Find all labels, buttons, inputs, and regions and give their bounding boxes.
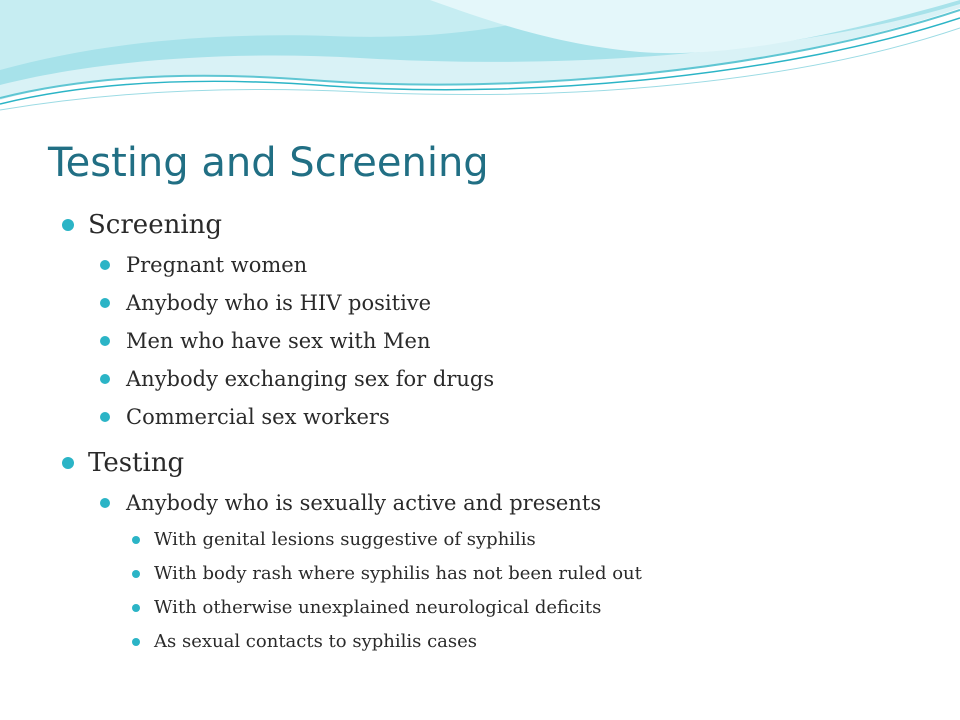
list-item [98, 285, 940, 323]
list-item-text: Pregnant women [126, 253, 308, 277]
list-item [98, 323, 940, 361]
sub-list-item-text: With genital lesions suggestive of syphilis [154, 529, 536, 550]
list-item-text: Anybody who is sexually active and presents [126, 491, 602, 515]
slide-title: Testing and Screening [48, 140, 489, 186]
bullet-screening [60, 205, 940, 247]
sub-list-item-text: With otherwise unexplained neurological deficits [154, 597, 602, 618]
bullet-icon [100, 298, 110, 308]
list-item [98, 399, 940, 437]
bullet-icon [100, 498, 110, 508]
bullet-icon [100, 336, 110, 346]
bullet-icon [132, 638, 140, 646]
bullet-icon [132, 604, 140, 612]
section-heading: Screening [88, 210, 223, 240]
sub-list-item-text: With body rash where syphilis has not been ruled out [154, 563, 642, 584]
list-item-text: Anybody who is HIV positive [126, 291, 432, 315]
list-item-text: Men who have sex with Men [126, 329, 431, 353]
list-item [98, 485, 940, 523]
slide-content [60, 205, 940, 659]
sub-list-item-text: As sexual contacts to syphilis cases [154, 631, 478, 652]
sub-list-item [128, 523, 940, 557]
bullet-icon [100, 412, 110, 422]
list-item [98, 247, 940, 285]
list-item-text: Commercial sex workers [126, 405, 390, 429]
bullet-icon [62, 457, 74, 469]
bullet-icon [62, 219, 74, 231]
sub-list-item [128, 557, 940, 591]
sub-list-item [128, 625, 940, 659]
bullet-icon [100, 374, 110, 384]
section-heading: Testing [88, 448, 185, 478]
header-wave-decoration [0, 0, 960, 120]
sub-list-item [128, 591, 940, 625]
list-item [98, 361, 940, 399]
bullet-icon [132, 570, 140, 578]
bullet-testing [60, 443, 940, 485]
bullet-icon [100, 260, 110, 270]
bullet-icon [132, 536, 140, 544]
list-item-text: Anybody exchanging sex for drugs [126, 367, 495, 391]
